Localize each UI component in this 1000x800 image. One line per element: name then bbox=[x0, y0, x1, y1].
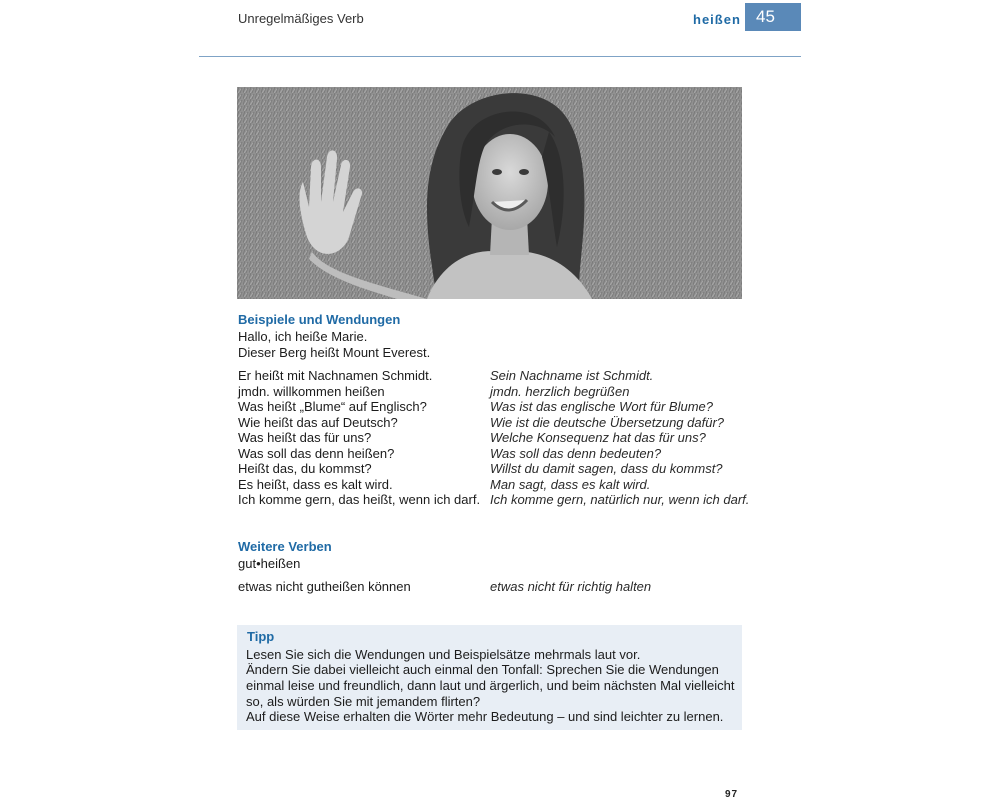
tip-text-line: Auf diese Weise erhalten die Wörter mehr Bedeutung – und sind leichter zu lernen. bbox=[246, 709, 724, 724]
tip-text-line: einmal leise und freundlich, dann laut und ärgerlich, und beim nächsten Mal vielleicht bbox=[246, 678, 735, 693]
example-line: Dieser Berg heißt Mount Everest. bbox=[238, 345, 431, 360]
related-verb: gut•heißen bbox=[238, 556, 301, 571]
phrase-gloss: Wie ist die deutsche Übersetzung dafür? bbox=[490, 415, 725, 430]
verb-number-badge: 45 bbox=[745, 3, 801, 31]
photo-woman-waving bbox=[237, 87, 742, 299]
phrase-gloss: Was soll das denn bedeuten? bbox=[490, 446, 662, 461]
tip-text-line: Ändern Sie dabei vielleicht auch einmal den Tonfall: Sprechen Sie die Wendungen bbox=[246, 662, 719, 677]
phrase-gloss: Ich komme gern, natürlich nur, wenn ich darf. bbox=[490, 492, 750, 507]
phrase-gloss: etwas nicht für richtig halten bbox=[490, 579, 652, 594]
phrase-gloss: Man sagt, dass es kalt wird. bbox=[490, 477, 651, 492]
examples-title: Beispiele und Wendungen bbox=[238, 312, 401, 327]
phrase-de: jmdn. willkommen heißen bbox=[238, 384, 385, 399]
page-number: 97 bbox=[725, 789, 739, 800]
phrase-de: etwas nicht gutheißen können bbox=[238, 579, 411, 594]
example-line: Hallo, ich heiße Marie. bbox=[238, 329, 368, 344]
phrase-de: Was heißt „Blume“ auf Englisch? bbox=[238, 399, 427, 414]
phrase-de: Heißt das, du kommst? bbox=[238, 461, 372, 476]
tip-text-line: so, als würden Sie mit jemandem flirten? bbox=[246, 694, 481, 709]
phrase-de: Es heißt, dass es kalt wird. bbox=[238, 477, 393, 492]
phrase-gloss: jmdn. herzlich begrüßen bbox=[490, 384, 630, 399]
phrase-gloss: Sein Nachname ist Schmidt. bbox=[490, 368, 654, 383]
phrase-de: Er heißt mit Nachnamen Schmidt. bbox=[238, 368, 433, 383]
tip-text-line: Lesen Sie sich die Wendungen und Beispielsätze mehrmals laut vor. bbox=[246, 647, 641, 662]
phrase-gloss: Was ist das englische Wort für Blume? bbox=[490, 399, 714, 414]
headword: heißen bbox=[693, 12, 741, 27]
phrase-gloss: Welche Konsequenz hat das für uns? bbox=[490, 430, 706, 445]
phrase-de: Ich komme gern, das heißt, wenn ich darf. bbox=[238, 492, 481, 507]
header-divider bbox=[199, 56, 801, 57]
phrase-de: Wie heißt das auf Deutsch? bbox=[238, 415, 398, 430]
phrase-de: Was soll das denn heißen? bbox=[238, 446, 395, 461]
more-verbs-title: Weitere Verben bbox=[238, 539, 332, 554]
phrase-gloss: Willst du damit sagen, dass du kommst? bbox=[490, 461, 723, 476]
phrase-de: Was heißt das für uns? bbox=[238, 430, 372, 445]
tip-title: Tipp bbox=[247, 629, 275, 644]
section-heading: Unregelmäßiges Verb bbox=[238, 11, 364, 26]
